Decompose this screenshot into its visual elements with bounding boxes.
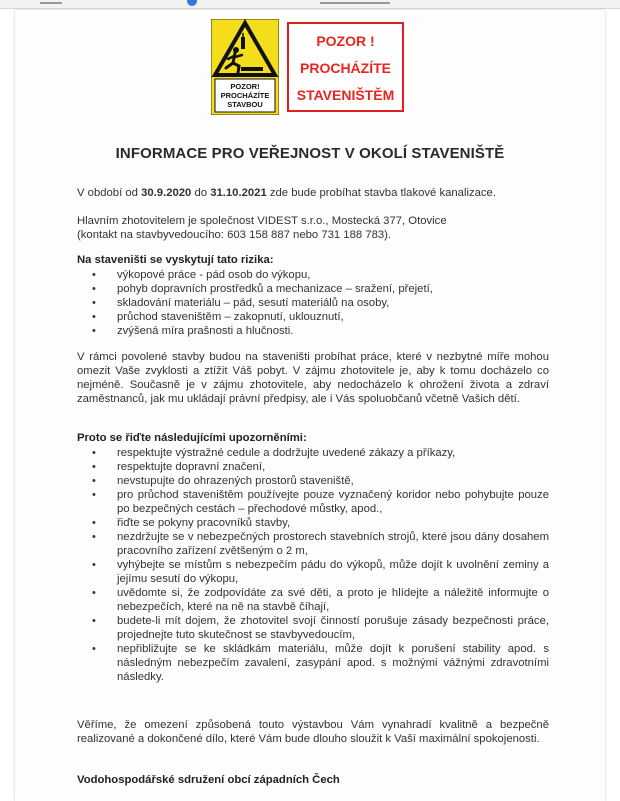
page-title: INFORMACE PRO VEŘEJNOST V OKOLÍ STAVENIŠTĚ [115, 145, 505, 162]
rule-item: • budete-li mít dojem, že zhotovitel svojí činností porušuje zásady bezpečnosti práce, projednejte tuto skutečnost se stavbyvedoucím, [117, 614, 549, 642]
period-end-date: 31.10.2021 [210, 187, 267, 199]
rules-heading: Proto se řiďte následujícími upozorněními: [77, 432, 307, 444]
risk-item: • zvýšená míra prašnosti a hlučnosti. [117, 324, 549, 338]
risks-heading: Na staveništi se vyskytují tato rizika: [77, 254, 274, 266]
construction-hazard-icon [211, 19, 279, 115]
risk-item: • výkopové práce - pád osob do výkopu, [117, 268, 549, 282]
risks-list [77, 268, 549, 338]
risk-item: • pohyb dopravních prostředků a mechanizace – sražení, přejetí, [117, 282, 549, 296]
red-sign-line-1: POZOR ! [316, 33, 375, 49]
rules-list [77, 446, 549, 684]
toolbar-divider [320, 2, 390, 4]
closing-paragraph: Věříme, že omezení způsobená touto výstavbou Vám vynahradí kvalitně a bezpečně realizované a dokončené dílo, které Vám bude dlouho sloužit k Vaší maximální spokojenosti. [77, 719, 549, 745]
period-suffix: zde bude probíhat stavba tlakové kanalizace. [266, 187, 496, 199]
yellow-warning-sign [211, 19, 279, 115]
period-prefix: V období od [77, 187, 142, 199]
period-statement [77, 186, 549, 200]
risks-section [77, 253, 549, 338]
period-start-date: 30.9.2020 [141, 187, 192, 199]
red-warning-sign [287, 22, 404, 112]
yellow-sign-line-3: STAVBOU [227, 100, 263, 109]
yellow-sign-line-1: POZOR! [230, 82, 260, 91]
warning-signs [211, 19, 411, 119]
risk-item: • průchod staveništěm – zakopnutí, uklouznutí, [117, 310, 549, 324]
rule-item: • respektujte výstražné cedule a dodržujte uvedené zákazy a příkazy, [117, 446, 549, 460]
rule-item: • respektujte dopravní značení, [117, 460, 549, 474]
rule-item: • pro průchod staveništěm používejte pouze vyznačený koridor nebo pohybujte pouze po bezpečných cestách – přechodové můstky, apod., [117, 488, 549, 516]
red-sign-line-2: PROCHÁZÍTE [300, 60, 391, 76]
toolbar-divider [40, 2, 62, 4]
period-middle: do [191, 187, 211, 199]
rule-item: • vyhýbejte se místům s nebezpečím pádu do výkopů, může dojít k uvolnění zeminy a jejímu sesutí do výkopu, [117, 558, 549, 586]
context-paragraph: V rámci povolené stavby budou na staveništi probíhat práce, které v nezbytné míře mohou omezit Vaše zvyklosti a ztížit Váš pobyt. V zájmu zhotovitele je, aby k tomu docházelo co nejméně. Současně je v zájmu zhotovitele, aby nedocházelo k ohrožení života a zdraví zaměstnanců, jak mu ukládají právní předpisy, ale i Vás spoluobčanů včetně Vašich dětí. [77, 351, 549, 405]
rule-item: • uvědomte si, že zodpovídáte za své děti, a proto je hlídejte a náležitě informujte o nebezpečích, které na ně na stavbě číhají, [117, 586, 549, 614]
rule-item: • nepřibližujte se ke skládkám materiálu, může dojít k porušení stability apod. s následným nebezpečím zavalení, zasypání apod. s možnými vážnými zdravotními následky. [117, 642, 549, 684]
signature: Vodohospodářské sdružení obcí západních Čech [77, 774, 340, 786]
rule-item: • nezdržujte se v nebezpečných prostorech stavebních strojů, které jsou dány dosahem pracovního zařízení zvětšeným o 2 m, [117, 530, 549, 558]
contractor-line-1: Hlavním zhotovitelem je společnost VIDEST s.r.o., Mostecká 377, Otovice [77, 215, 447, 227]
contractor-info [77, 214, 549, 242]
rule-item: • nevstupujte do ohrazených prostorů staveniště, [117, 474, 549, 488]
red-sign-line-3: STAVENIŠTĚM [296, 87, 395, 103]
risk-item: • skladování materiálu – pád, sesutí materiálů na osoby, [117, 296, 549, 310]
rule-item: • řiďte se pokyny pracovníků stavby, [117, 516, 549, 530]
viewer-toolbar [0, 0, 620, 9]
yellow-sign-line-2: PROCHÁZÍTE [220, 91, 270, 100]
contractor-line-2: (kontakt na stavbyvedoucího: 603 158 887 nebo 731 188 783). [77, 229, 392, 241]
zoom-slider-handle[interactable] [187, 0, 197, 6]
rules-section [77, 431, 549, 684]
